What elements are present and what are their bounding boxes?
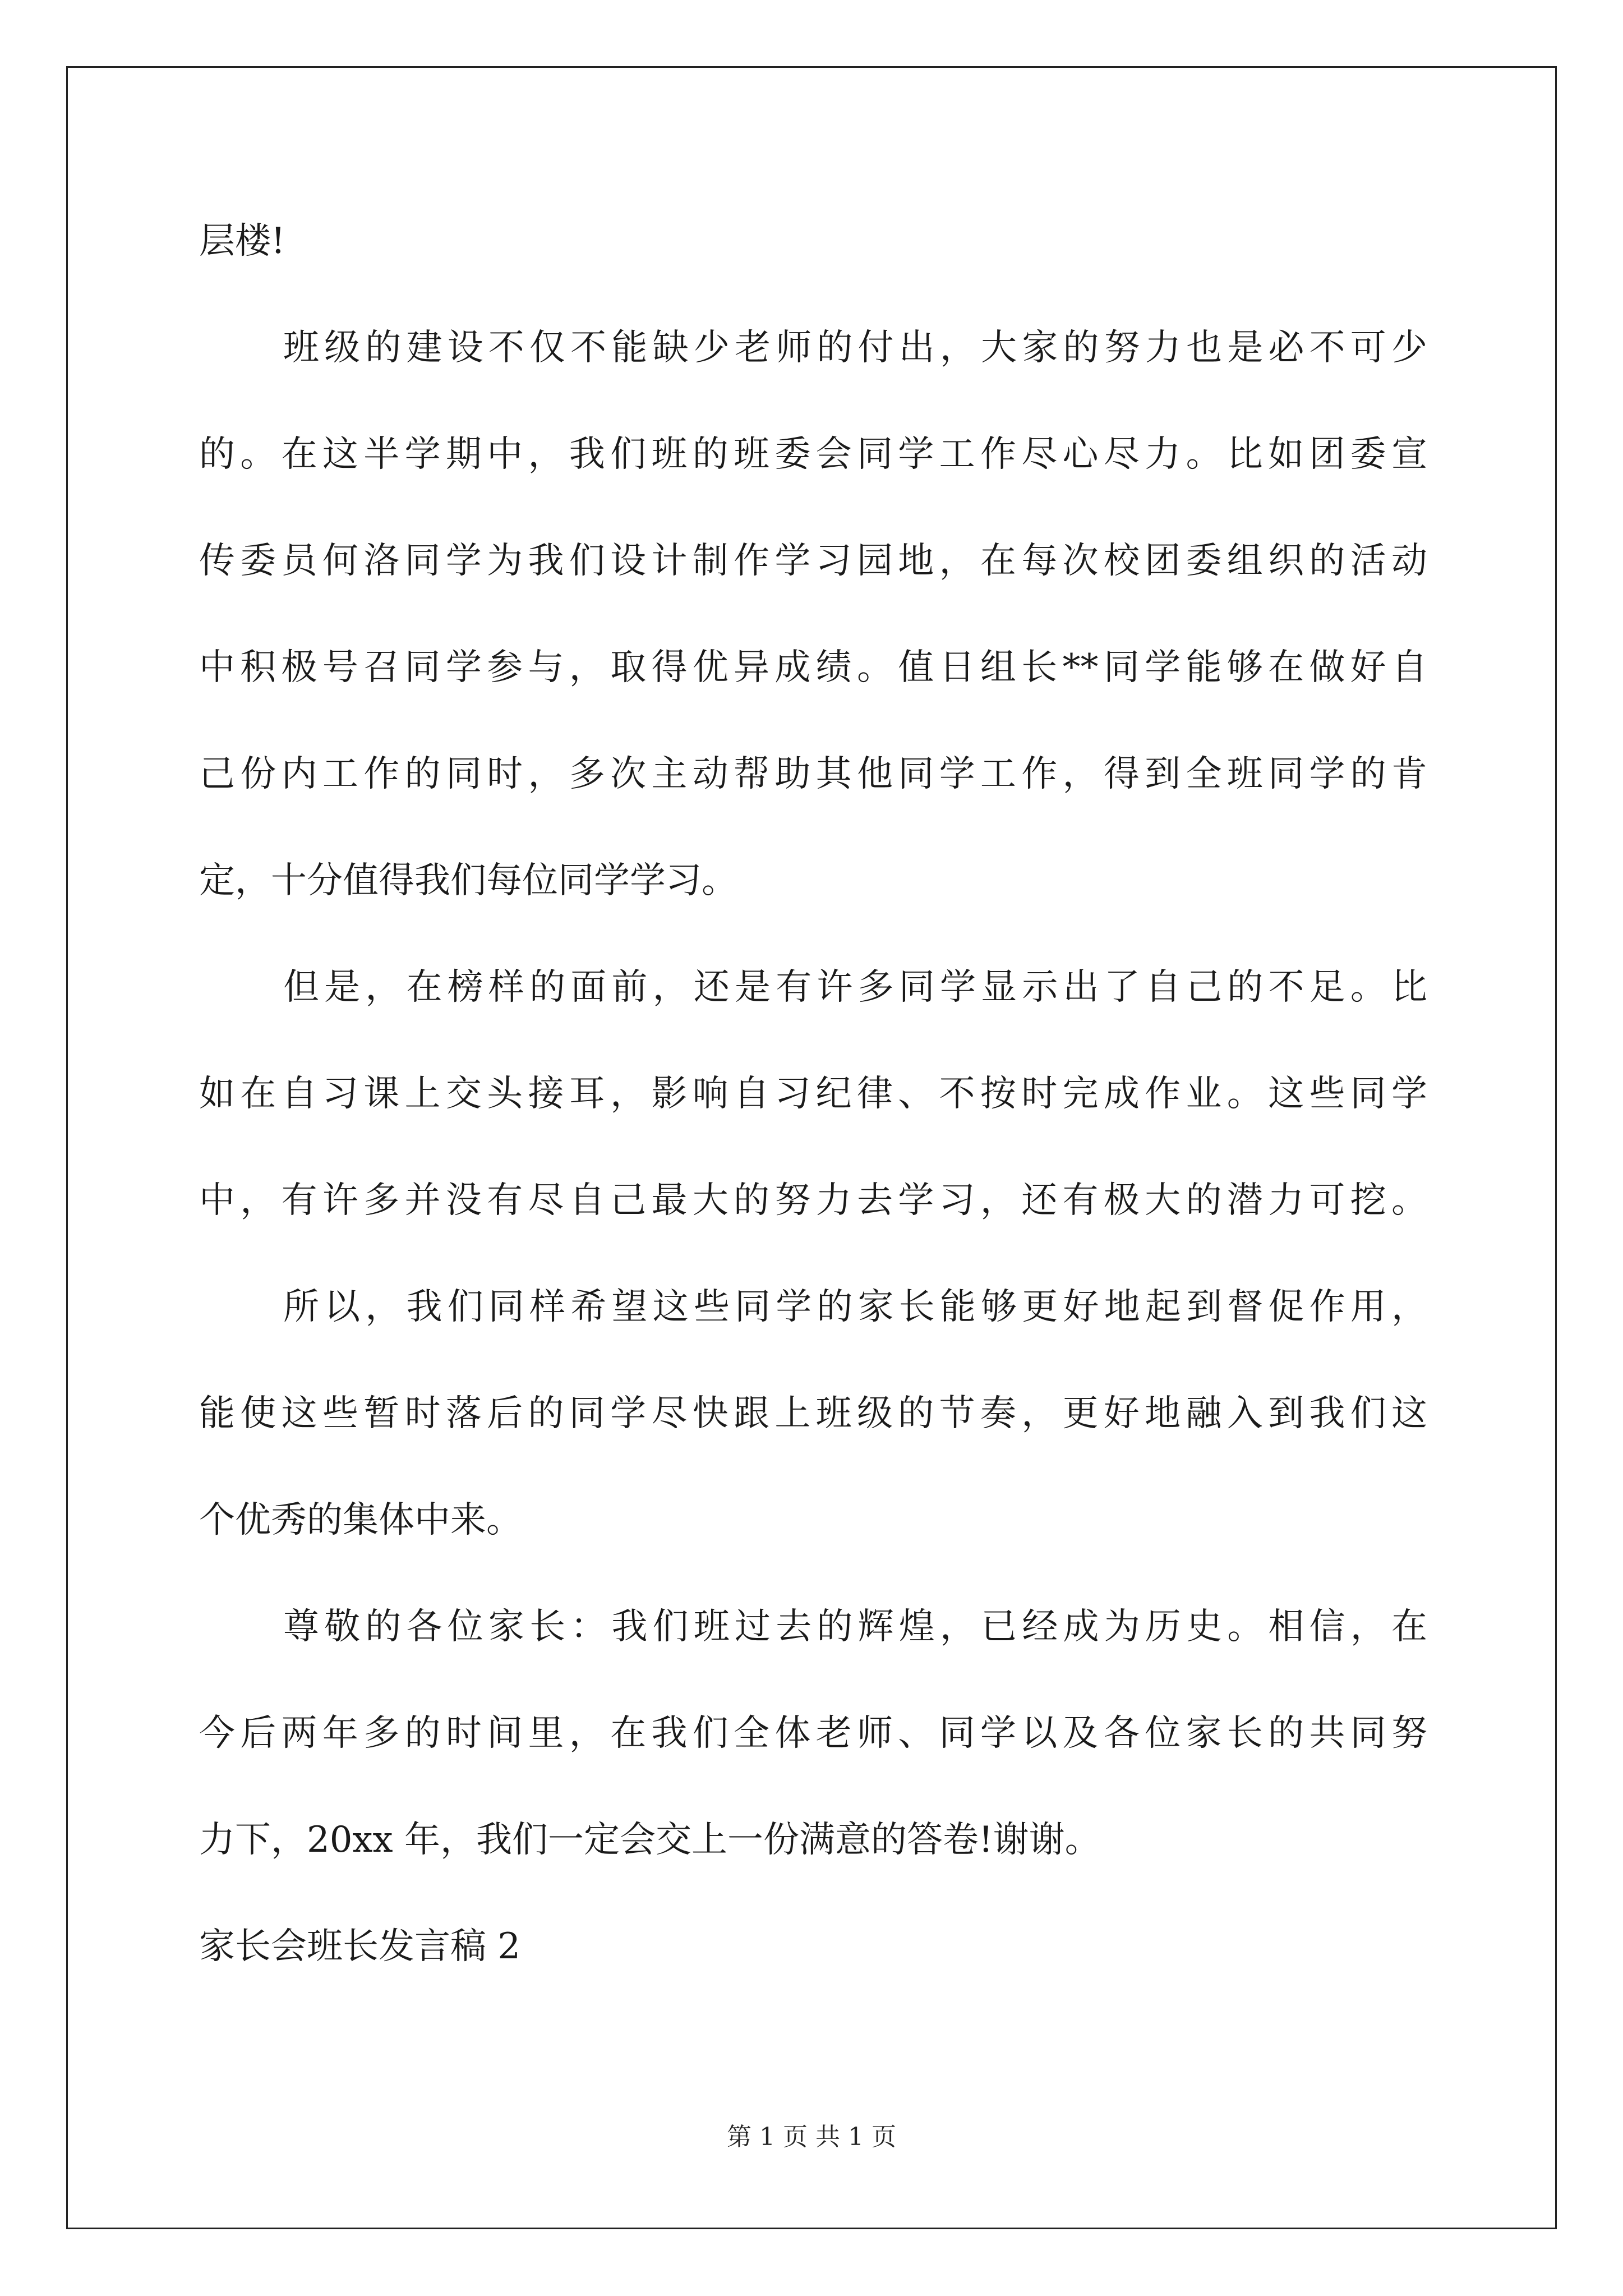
page-border xyxy=(66,66,1557,2229)
page-number-footer: 第 1 页 共 1 页 xyxy=(727,2123,896,2151)
paragraph-line: 传委员何洛同学为我们设计制作学习园地，在每次校团委组织的活动 xyxy=(199,540,1427,582)
paragraph-line: 的。在这半学期中，我们班的班委会同学工作尽心尽力。比如团委宣 xyxy=(199,434,1427,475)
paragraph-line: 今后两年多的时间里，在我们全体老师、同学以及各位家长的共同努 xyxy=(199,1713,1427,1754)
paragraph-line: 个优秀的集体中来。 xyxy=(199,1499,522,1541)
paragraph-line: 所以，我们同样希望这些同学的家长能够更好地起到督促作用， xyxy=(283,1286,1427,1328)
paragraph-line: 定，十分值得我们每位同学学习。 xyxy=(199,860,737,901)
paragraph-line: 如在自习课上交头接耳，影响自习纪律、不按时完成作业。这些同学 xyxy=(199,1073,1427,1115)
paragraph-line: 但是，在榜样的面前，还是有许多同学显示出了自己的不足。比 xyxy=(283,967,1427,1008)
paragraph-line: 班级的建设不仅不能缺少老师的付出，大家的努力也是必不可少 xyxy=(283,327,1427,369)
paragraph-line-continuation: 层楼! xyxy=(199,220,285,262)
section-heading: 家长会班长发言稿 2 xyxy=(199,1926,521,1967)
paragraph-line: 尊敬的各位家长：我们班过去的辉煌，已经成为历史。相信，在 xyxy=(283,1606,1427,1648)
paragraph-line: 己份内工作的同时，多次主动帮助其他同学工作，得到全班同学的肯 xyxy=(199,753,1427,795)
paragraph-line: 中积极号召同学参与，取得优异成绩。值日组长**同学能够在做好自 xyxy=(199,647,1427,688)
paragraph-line: 中，有许多并没有尽自己最大的努力去学习，还有极大的潜力可挖。 xyxy=(199,1180,1427,1221)
paragraph-line: 力下，20xx 年，我们一定会交上一份满意的答卷!谢谢。 xyxy=(199,1819,1101,1861)
paragraph-line: 能使这些暂时落后的同学尽快跟上班级的节奏，更好地融入到我们这 xyxy=(199,1393,1427,1434)
